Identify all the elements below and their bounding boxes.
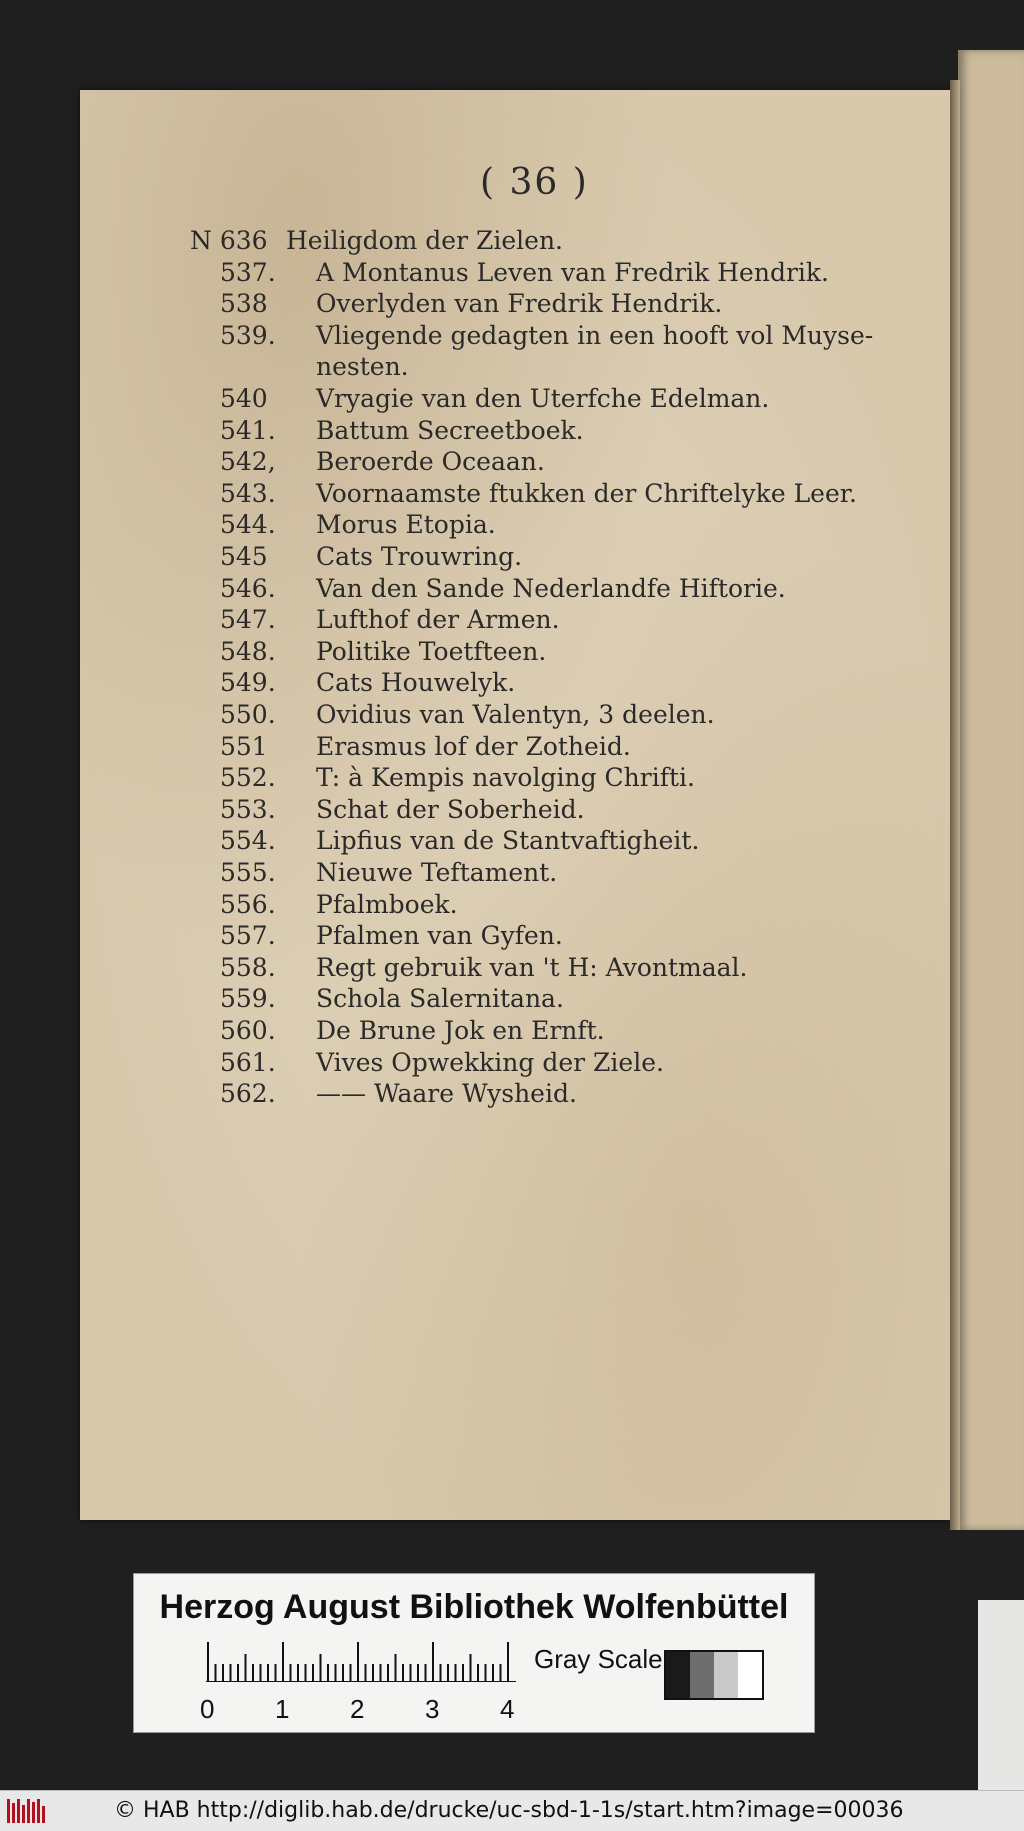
footer-bar (0, 1790, 1024, 1831)
entry-number: 539. (220, 320, 276, 350)
grayscale-label: Gray Scale (534, 1644, 663, 1674)
entry-title: Politike Toetfteen. (316, 636, 547, 666)
entry-title: Pfalmen van Gyfen. (316, 921, 563, 951)
entry-title: Battum Secreetboek. (316, 415, 584, 445)
entry-title: nesten. (316, 352, 409, 382)
entry-number: 540 (220, 384, 268, 413)
entry-title: Cats Houwelyk. (316, 668, 516, 698)
entry-number: 556. (220, 889, 276, 919)
entry-number: N 636 (190, 226, 268, 255)
entry-number: 558. (220, 952, 276, 982)
entry-number: 562. (220, 1079, 276, 1109)
grayscale-swatches (664, 1650, 764, 1700)
entry-number: 550. (220, 700, 276, 729)
entry-number: 554. (220, 826, 276, 856)
entry-title: Lufthof der Armen. (316, 605, 560, 635)
entry-number: 548. (220, 636, 276, 666)
ruler-label: 4 (500, 1694, 515, 1724)
grayscale-swatch (666, 1652, 690, 1698)
entry-number: 544. (220, 510, 276, 540)
entry-title: De Brune Jok en Ernft. (316, 1016, 605, 1045)
entry-title: Lipfius van de Stantvaftigheit. (316, 826, 700, 856)
ruler-label: 2 (350, 1694, 365, 1724)
entry-number: 538 (220, 289, 268, 319)
entry-title: A Montanus Leven van Fredrik Hendrik. (316, 257, 830, 287)
entry-number: 559. (220, 984, 276, 1014)
entry-title: Cats Trouwring. (316, 542, 523, 571)
entry-number: 547. (220, 605, 276, 635)
entry-number: 551 (220, 731, 268, 761)
entry-title: Morus Etopia. (316, 510, 496, 540)
entry-number: 545 (220, 542, 268, 571)
entry-title: Regt gebruik van 't H: Avontmaal. (316, 952, 748, 982)
entry-number: 546. (220, 573, 276, 603)
entry-title: Schola Salernitana. (316, 984, 564, 1014)
entry-number: 557. (220, 921, 276, 951)
color-target-card (133, 1573, 815, 1733)
target-brand: Herzog August Bibliothek Wolfenbüttel (159, 1588, 789, 1626)
entry-number: 553. (220, 794, 276, 824)
page-number: ( 36 ) (480, 162, 589, 203)
side-target-card (978, 1600, 1024, 1790)
entry-title: Vryagie van den Uterfche Edelman. (316, 384, 770, 413)
entry-title: Beroerde Oceaan. (316, 447, 545, 477)
entry-title: Pfalmboek. (316, 889, 458, 919)
book-page (80, 90, 955, 1520)
page-fold (950, 80, 960, 1530)
entry-number: 549. (220, 668, 276, 698)
entry-number: 541. (220, 415, 276, 445)
ruler-label: 1 (275, 1694, 290, 1724)
entry-title: Ovidius van Valentyn, 3 deelen. (316, 700, 715, 729)
grayscale-swatch (714, 1652, 738, 1698)
entry-title: Voornaamste ftukken der Chriftelyke Leer. (316, 478, 857, 508)
entry-number: 542, (220, 447, 276, 477)
entry-number: 543. (220, 478, 276, 508)
entry-title: Erasmus lof der Zotheid. (316, 731, 631, 761)
grayscale-swatch (738, 1652, 762, 1698)
entry-number: 555. (220, 858, 276, 887)
entry-title: Vliegende gedagten in een hooft vol Muyse- (316, 320, 874, 350)
entry-title: Overlyden van Fredrik Hendrik. (316, 289, 723, 319)
entry-number: 560. (220, 1016, 276, 1045)
entry-title: Vives Opwekking der Ziele. (316, 1047, 664, 1077)
entry-title: Nieuwe Teftament. (316, 858, 558, 887)
entry-title: Heiligdom der Zielen. (286, 226, 563, 255)
ruler-label: 3 (425, 1694, 440, 1724)
entry-number: 561. (220, 1047, 276, 1077)
entry-number: 552. (220, 763, 276, 793)
hab-logo-icon (6, 1797, 46, 1825)
entry-title: T: à Kempis navolging Chrifti. (316, 763, 695, 793)
entry-number: 537. (220, 257, 276, 287)
entry-title: —— Waare Wysheid. (316, 1079, 577, 1109)
ruler-labels (200, 1642, 516, 1724)
facing-page-edge (958, 50, 1024, 1530)
entry-title: Schat der Soberheid. (316, 794, 585, 824)
grayscale-swatch (690, 1652, 714, 1698)
entry-title: Van den Sande Nederlandfe Hiftorie. (316, 573, 786, 603)
ruler-label: 0 (200, 1694, 215, 1724)
footer-permalink[interactable]: © HAB http://diglib.hab.de/drucke/uc-sbd-1-1s/start.htm?image=00036 (114, 1798, 904, 1823)
